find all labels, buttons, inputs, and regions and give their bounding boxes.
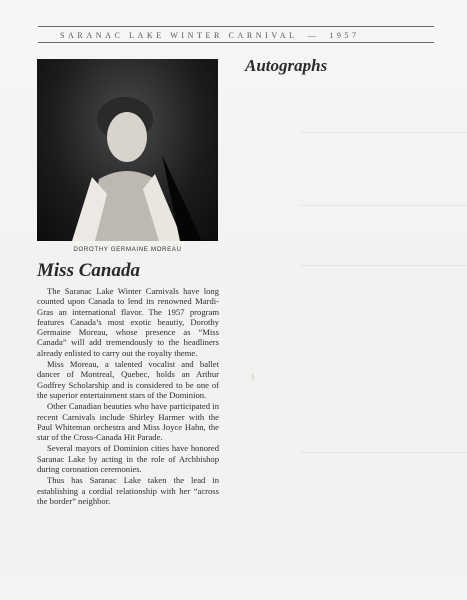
article-paragraph: Several mayors of Dominion cities have honored Saranac Lake by acting in the role of Archbishop during coronation ceremonies. (37, 443, 219, 475)
photo-caption: DOROTHY GERMAINE MOREAU (73, 246, 182, 253)
portrait-illustration (37, 59, 218, 241)
paper-crease (300, 265, 467, 266)
header-separator: — (307, 31, 320, 40)
header-rule-bottom (38, 42, 434, 43)
article-paragraph: Thus has Saranac Lake taken the lead in establishing a cordial relationship with her “across the border” neighbor. (37, 475, 219, 506)
red-ink-mark: ˥ (251, 374, 254, 382)
portrait-photo (37, 59, 218, 241)
header-rule-top (38, 26, 434, 27)
article-paragraph: Miss Moreau, a talented vocalist and ballet dancer of Montreal, Quebec, holds an Arthur Godfrey Scholarship and is considered to be one of the superior entertainment stars of the Dominion. (37, 359, 219, 400)
header-year: 1957 (329, 31, 360, 40)
article-paragraph: Other Canadian beauties who have participated in recent Carnivals include Shirley Harmer with the Paul Whiteman orchestra and Miss Joyce Hahn, the star of the Cross-Canada Hit Parade. (37, 401, 219, 443)
paper-crease (300, 452, 467, 453)
paper-crease (300, 132, 467, 133)
header-title: SARANAC LAKE WINTER CARNIVAL (60, 31, 298, 40)
paper-crease (300, 205, 467, 206)
article-paragraph: The Saranac Lake Winter Carnivals have long counted upon Canada to lend its renowned Mardi-Gras an international flavor. The 1957 program features Canada’s most exotic beautiy, Dorothy Germaine Moreau, whose presence as “Miss Canada” will add tremendously to the headliners already enlisted to carry out the royalty theme. (37, 286, 219, 358)
article-title: Miss Canada (37, 260, 140, 281)
running-header (60, 31, 420, 40)
autographs-heading: Autographs (245, 56, 328, 75)
article-body (37, 286, 219, 507)
